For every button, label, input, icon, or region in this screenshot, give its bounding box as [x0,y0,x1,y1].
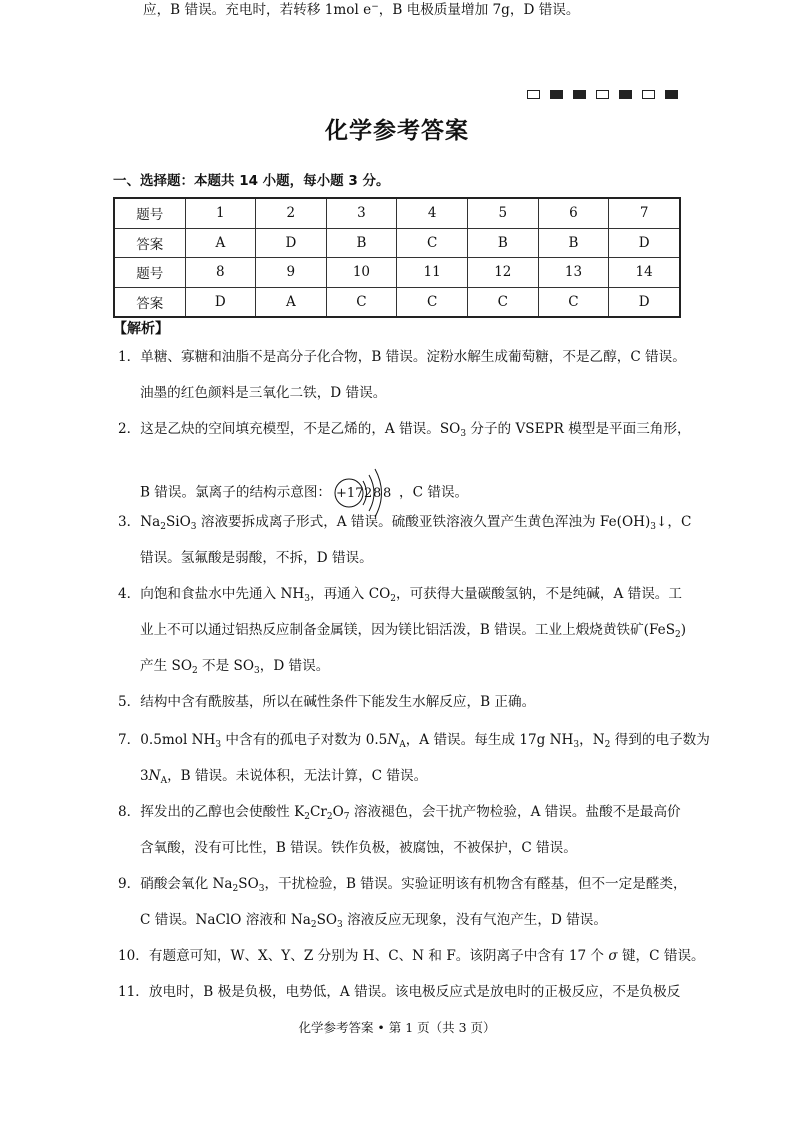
subscript: 2 [191,666,198,676]
italic-symbol: σ [608,948,618,964]
subscript: 3 [650,522,657,532]
text-run: ↓，C [656,514,692,530]
item-number: 7． [118,732,141,748]
text-run: 结构中含有酰胺基，所以在碱性条件下能发生水解反应，B 正确。 [140,694,536,710]
table-row [114,287,680,317]
row-header: 题号 [114,198,185,228]
table-cell: B [326,228,397,258]
header-mark [642,90,655,99]
text-run: ，干扰检验，B 错误。实验证明该有机物含有醛基，但不一定是醛类， [264,876,687,892]
table-cell: 14 [609,258,680,288]
table-cell: B [467,228,538,258]
subscript: 7 [343,812,350,822]
header-mark [550,90,563,99]
text-run: ) [680,622,687,638]
nucleus-charge: +17 [336,486,364,501]
shell-electrons: 8 [373,486,382,501]
analysis-line [118,584,682,604]
item-number: 3． [118,514,141,530]
item-number: 4． [118,586,141,602]
table-cell: 11 [397,258,468,288]
subscript: 3 [337,920,343,930]
subscript: 2 [675,630,681,640]
analysis-label: 【解析】 [113,321,169,337]
table-cell: 10 [326,258,397,288]
table-row [114,198,680,228]
text-run: 挥发出的乙醇也会使酸性 K [140,804,305,820]
text-run: 溶液要拆成离子形式，A 错误。硫酸亚铁溶液久置产生黄色浑浊为 Fe(OH) [196,514,651,530]
subscript: 2 [310,920,317,930]
subscript: 3 [190,522,197,532]
text-run: 有题意可知，W、X、Y、Z 分别为 H、C、N 和 F。该阴离子中含有 17 个 [148,948,609,964]
text-run: 含氧酸，没有可比性，B 错误。铁作负极，被腐蚀，不被保护，C 错误。 [140,840,577,856]
table-row [114,258,680,288]
page-footer: 化学参考答案 • 第 1 页（共 3 页） [298,1020,496,1035]
analysis-line [140,620,686,640]
item-number: 11． [118,984,149,1000]
text-run: 分子的 VSEPR 模型是平面三角形， [466,421,691,437]
text-run: 不是 SO [197,658,254,674]
analysis-line [143,0,579,20]
header-marks [527,90,678,99]
text-run: 0.5mol NH [140,732,216,748]
text-run: 向饱和食盐水中先通入 NH [140,586,305,602]
table-cell: 9 [256,258,327,288]
header-mark [527,90,540,99]
table-cell: 12 [467,258,538,288]
text-run: 溶液褪色，会干扰产物检验，A 错误。盐酸不是最高价 [349,804,681,820]
analysis-line [140,766,427,786]
table-cell: 8 [185,258,256,288]
subscript: A [399,740,406,750]
text-run: O [332,804,344,820]
subscript: 2 [160,522,166,532]
text-run: ，D 错误。 [259,658,330,674]
text-run: 错误。氢氟酸是弱酸，不拆，D 错误。 [140,550,373,566]
subscript: 3 [215,740,222,750]
table-cell: C [326,287,397,317]
table-cell: 4 [397,198,468,228]
table-cell: 13 [538,258,609,288]
text-run: 应，B 错误。充电时，若转移 1mol e [143,2,372,18]
text-run: SiO [165,514,191,530]
text-run: 中含有的孤电子对数为 0.5 [221,732,388,748]
item-number: 5． [118,694,141,710]
analysis-line [118,730,710,750]
subscript: 3 [304,594,310,604]
analysis-line [118,512,691,532]
table-cell: D [185,287,256,317]
table-cell: C [467,287,538,317]
text-run: ，B 错误。未说体积，无法计算，C 错误。 [167,768,428,784]
row-header: 答案 [114,228,185,258]
analysis-line [118,347,686,367]
table-cell: 2 [256,198,327,228]
text-run: 键，C 错误。 [617,948,705,964]
header-mark [573,90,586,99]
text-run: 单糖、寡糖和油脂不是高分子化合物，B 错误。淀粉水解生成葡萄糖，不是乙醇，C 错误。 [140,349,686,365]
text-run: 3 [140,768,149,784]
subscript: 2 [326,812,333,822]
analysis-line [140,910,607,930]
table-cell: C [397,287,468,317]
subscript: 2 [232,884,239,894]
text-run: 产生 SO [140,658,192,674]
text-run: ，B 电极质量增加 7g，D 错误。 [378,2,580,18]
table-cell: A [256,287,327,317]
shell-electrons: 8 [383,486,392,501]
analysis-line [118,982,680,1002]
analysis-line [118,802,681,822]
text-run: Cr [310,804,327,820]
answer-table [113,197,681,318]
text-run: 硝酸会氧化 Na [140,876,233,892]
page-title: 化学参考答案 [325,117,469,144]
item-number: 8． [118,804,141,820]
table-cell: 7 [609,198,680,228]
text-run: B 错误。氯离子的结构示意图： [140,484,332,501]
text-run: 油墨的红色颜料是三氧化二铁，D 错误。 [140,385,387,401]
text-run: 放电时，B 极是负极，电势低，A 错误。该电极反应式是放电时的正极反应，不是负极反 [148,984,681,1000]
item-number: 9． [118,876,141,892]
analysis-line [140,383,386,403]
analysis-line [118,874,687,894]
subscript: 3 [254,666,260,676]
subscript: 3 [573,740,580,750]
text-run: 溶液反应无现象，没有气泡产生，D 错误。 [342,912,607,928]
text-run: SO [316,912,338,928]
table-cell: D [256,228,327,258]
text-run: ，A 错误。每生成 17g NH [405,732,574,748]
subscript: 2 [390,594,396,604]
table-cell: 3 [326,198,397,228]
subscript: 3 [460,429,467,439]
text-run: 这是乙炔的空间填充模型，不是乙烯的，A 错误。SO [140,421,461,437]
table-cell: 5 [467,198,538,228]
subscript: 2 [304,812,310,822]
section-heading: 一、选择题：本题共 14 小题，每小题 3 分。 [113,173,390,189]
text-run: 业上不可以通过铝热反应制备金属镁，因为镁比铝活泼，B 错误。工业上煅烧黄铁矿(FeS [140,622,676,638]
table-row [114,228,680,258]
header-mark [619,90,632,99]
text-run: ，N [579,732,605,748]
superscript: − [371,2,379,12]
table-cell: 6 [538,198,609,228]
text-run: 得到的电子数为 [610,732,710,748]
table-cell: D [609,228,680,258]
item-number: 2． [118,421,141,437]
analysis-line [118,692,535,712]
text-run: Na [140,514,161,530]
subscript: A [160,776,168,786]
text-run: ，可获得大量碳酸氢钠，不是纯碱，A 错误。工 [395,586,682,602]
analysis-line [118,946,705,966]
analysis-line [140,548,373,568]
table-cell: A [185,228,256,258]
text-run: ，C 错误。 [399,484,469,501]
table-cell: B [538,228,609,258]
text-run: ，再通入 CO [310,586,391,602]
row-header: 答案 [114,287,185,317]
analysis-line [140,838,577,858]
italic-symbol: N [148,768,161,784]
header-mark [665,90,678,99]
subscript: 3 [258,884,265,894]
analysis-line [118,419,691,439]
subscript: 2 [604,740,611,750]
analysis-line [140,656,329,676]
table-cell: C [538,287,609,317]
table-cell: D [609,287,680,317]
row-header: 题号 [114,258,185,288]
text-run: SO [238,876,259,892]
text-run: C 错误。NaClO 溶液和 Na [140,912,311,928]
table-cell: C [397,228,468,258]
item-number: 10． [118,948,149,964]
table-cell: 1 [185,198,256,228]
header-mark [596,90,609,99]
item-number: 1． [118,349,141,365]
shell-electrons: 2 [364,486,373,501]
italic-symbol: N [387,732,400,748]
